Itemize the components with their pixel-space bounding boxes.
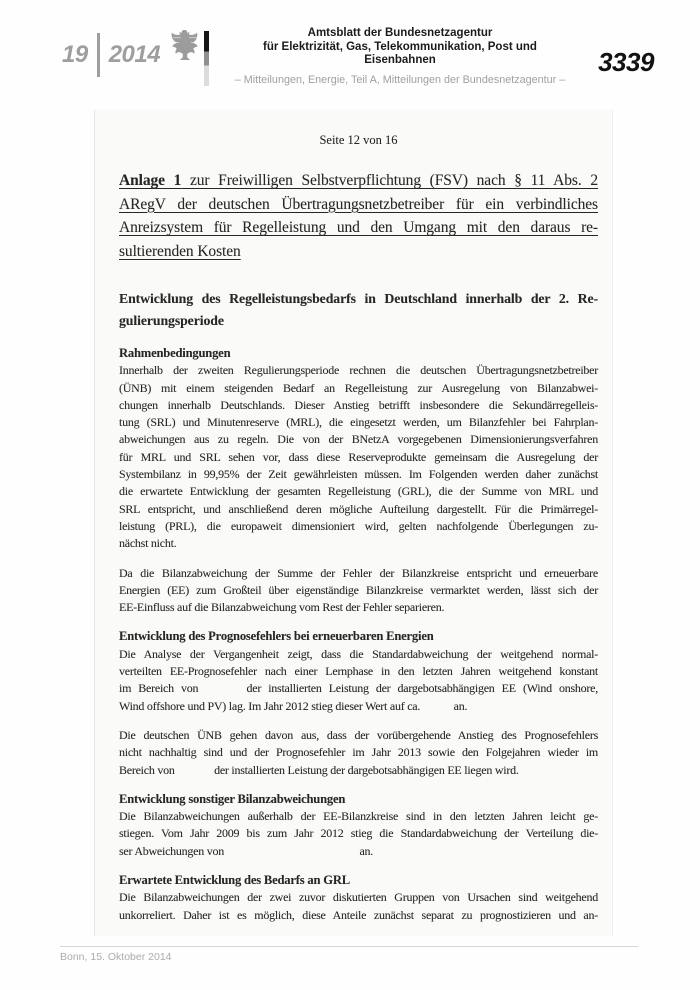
- paragraph-erwartete-entwicklung-grl: [119, 889, 598, 924]
- sub-heading-erwartete-entwicklung-grl: [119, 872, 598, 889]
- text-line: Die deutschen ÜNB gehen davon aus, dass der vorübergehende Anstieg des Prognosefehlers: [119, 727, 598, 742]
- text-line: Erwartete Entwicklung des Bedarfs an GRL: [119, 873, 350, 888]
- text-line: Die Bilanzabweichungen außerhalb der EE-Bilanzkreise sind in den letzten Jahren leicht ge-: [119, 809, 598, 824]
- masthead-title: Amtsblatt der Bundesnetzagentur: [307, 27, 493, 39]
- text-line: für MRL und SRL sehen vor, dass diese Reserveprodukte gemeinsam die Ausregelung der: [119, 449, 598, 464]
- paragraph-prognosefehler-analyse: [119, 646, 598, 715]
- text-line: unkorreliert. Daher ist es möglich, diese Anteile zunächst separat zu prognostizieren und an-: [119, 907, 598, 922]
- text-line: (ÜNB) mit einem steigenden Bedarf an Regelleistung zur Ausregelung von Bilanzabwei-: [119, 380, 598, 395]
- redacted-blank: [227, 854, 357, 855]
- masthead: [230, 27, 570, 86]
- text-line: ser Abweichungen von an.: [119, 843, 374, 858]
- redacted-blank: [205, 691, 239, 692]
- redacted-blank: [423, 709, 451, 710]
- text-line: Systembilanz in 99,95% der Zeit gewährleisten müssen. Im Folgenden werden daher zunächst: [119, 467, 598, 482]
- text-line: abweichungen aus zu regeln. Die von der BNetzA vorgegebenen Dimensionierungsverfahren: [119, 432, 598, 447]
- text-line: Die Analyse der Vergangenheit zeigt, dass die Standardabweichung der weitgehend normal-: [119, 646, 598, 661]
- text-line: SRL entspricht, und anschließend deren mögliche Aufteilung dargestellt. Für die Primärregel-: [119, 501, 598, 516]
- text-line: Entwicklung sonstiger Bilanzabweichungen: [119, 791, 346, 806]
- text-line: ARegV der deutschen Übertragungsnetzbetreiber für ein verbindliches: [119, 195, 598, 213]
- paragraph-sonstige-bilanzabweichungen: [119, 808, 598, 860]
- text-line: sultierenden Kosten: [119, 242, 241, 260]
- redacted-blank: [177, 773, 211, 774]
- text-line: leistung (PRL), die europaweit dimensioniert wird, gelten nachfolgende Überlegungen zu-: [119, 518, 598, 533]
- document-title: [119, 169, 598, 263]
- page-indicator: Seite 12 von 16: [319, 133, 398, 147]
- footer-divider: [60, 946, 638, 947]
- text-line: nächst nicht.: [119, 536, 177, 551]
- federal-eagle-icon: [170, 28, 200, 62]
- paragraph-prognosefehler-erwartung: [119, 727, 598, 779]
- section-heading-regelleistungsbedarf: [119, 288, 598, 332]
- text-line: Energien (EE) zum Großteil über eigenständige Bilanzkreise vermarktet werden, lässt sich der: [119, 582, 598, 597]
- masthead-subtitle: für Elektrizität, Gas, Telekommunikation, Post und Eisenbahnen: [263, 40, 537, 66]
- paragraph-rahmenbedingungen: [119, 362, 598, 552]
- paragraph-bilanzabweichung-ee: [119, 565, 598, 617]
- sub-heading-sonstige-bilanzabweichungen: [119, 791, 598, 808]
- sub-heading-rahmenbedingungen: [119, 345, 598, 362]
- text-line: EE-Einfluss auf die Bilanzabweichung vom Rest der Fehler separieren.: [119, 600, 445, 615]
- footer-date: Bonn, 15. Oktober 2014: [60, 951, 172, 963]
- text-line: Innerhalb der zweiten Regulierungsperiode rechnen die deutschen Übertragungsnetzbetreiber: [119, 363, 598, 378]
- text-line: verteilten EE-Prognosefehler nach einer Lernphase in den letzten Jahren weitgehend konstant: [119, 664, 598, 679]
- text-line: stiegen. Vom Jahr 2009 bis zum Jahr 2012 stieg die Standardabweichung der Verteilung die-: [119, 826, 598, 841]
- text-line: Entwicklung des Prognosefehlers bei erneuerbaren Energien: [119, 629, 434, 644]
- issue-number: 19: [62, 41, 88, 68]
- sub-heading-prognosefehler-ee: [119, 628, 598, 645]
- text-line: Anlage 1 zur Freiwilligen Selbstverpflichtung (FSV) nach § 11 Abs. 2: [119, 172, 598, 189]
- issue-separator-bar: [97, 33, 100, 77]
- text-line: Anreizsystem für Regelleistung und den Umgang mit den daraus re-: [119, 219, 598, 236]
- scanned-document-page: [94, 110, 613, 936]
- text-line: Da die Bilanzabweichung der Summe der Fehler der Bilanzkreise entspricht und erneuerbare: [119, 565, 598, 580]
- gazette-page-number: 3339: [598, 47, 654, 77]
- print-registration-bar: [204, 31, 209, 86]
- text-line: Rahmenbedingungen: [119, 346, 231, 360]
- text-line: chungen innerhalb Deutschlands. Dieser Anstieg betrifft insbesondere die Sekundärregelleis-: [119, 397, 598, 412]
- text-line: nicht nachhaltig sind und der Prognosefehler im Jahr 2013 sowie den Folgejahren wieder im: [119, 745, 598, 760]
- text-line: gulierungsperiode: [119, 313, 224, 328]
- text-line: tung (SRL) und Minutenreserve (MRL), die eingesetzt werden, um Bilanzfehler bei Fahrplan-: [119, 415, 598, 430]
- text-line: Bereich von der installierten Leistung der dargebotsabhängigen EE liegen wird.: [119, 762, 519, 777]
- document-content: [119, 169, 598, 924]
- issue-number-block: [62, 33, 160, 77]
- masthead-section-line: – Mitteilungen, Energie, Teil A, Mitteilungen der Bundesnetzagentur –: [234, 73, 566, 86]
- text-line: die erwartete Entwicklung der gesamten Regelleistung (GRL), die der Summe von MRL und: [119, 484, 598, 499]
- text-line: Entwicklung des Regelleistungsbedarfs in Deutschland innerhalb der 2. Re-: [119, 291, 598, 306]
- issue-year: 2014: [108, 41, 161, 68]
- text-line: im Bereich von der installierten Leistung der dargebotsabhängigen EE (Wind onshore,: [119, 681, 598, 696]
- text-line: Die Bilanzabweichungen der zwei zuvor diskutierten Gruppen von Ursachen sind weitgehend: [119, 890, 598, 905]
- text-line: Wind offshore und PV) lag. Im Jahr 2012 stieg dieser Wert auf ca. an.: [119, 698, 468, 713]
